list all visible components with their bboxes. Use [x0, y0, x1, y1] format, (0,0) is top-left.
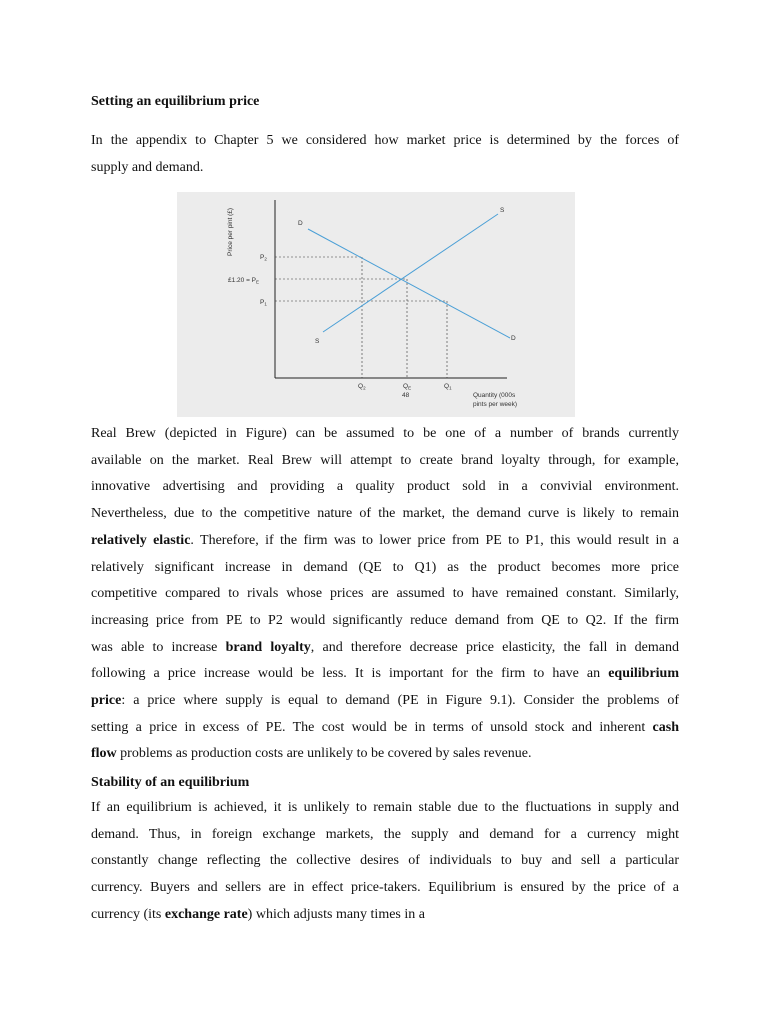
text-line: demand. Thus, in foreign exchange markets, the supply and demand for a currency might [91, 826, 679, 842]
p1-label: $P_1$ [260, 299, 267, 307]
text-line: available on the market. Real Brew will attempt to create brand loyalty through, for example, [91, 452, 679, 468]
term-flow: flow [91, 746, 117, 762]
term-relatively-elastic: relatively elastic [91, 532, 191, 548]
text-line: flow problems as production costs are unlikely to be covered by sales revenue. [91, 746, 532, 762]
text-line: setting a price in excess of PE. The cost would be in terms of unsold stock and inherent cash [91, 719, 679, 735]
supply-label-top: S [500, 207, 505, 214]
text-line: price: a price where supply is equal to demand (PE in Figure 9.1). Consider the problems of [91, 693, 679, 709]
supply-curve [323, 214, 498, 332]
guide-lines [275, 257, 447, 378]
term-equilibrium: equilibrium [608, 666, 679, 682]
supply-label-bottom: S [315, 338, 320, 345]
text-line: competitive compared to rivals whose prices are assumed to have remained constant. Similarly, [91, 586, 679, 602]
supply-demand-figure [177, 192, 575, 417]
demand-label-top: D [298, 220, 303, 227]
intro-line: supply and demand. [91, 159, 204, 175]
p2-label: $P_2$ [260, 254, 267, 262]
qe-value: 48 [402, 392, 410, 399]
body-paragraph-real-brew [91, 421, 679, 768]
text-line: innovative advertising and providing a quality product sold in a convivial environment. [91, 479, 679, 495]
term-brand-loyalty: brand loyalty [225, 639, 311, 655]
q2-label: $Q_2$ [358, 383, 366, 391]
demand-label-bottom: D [511, 335, 516, 342]
text-line: Real Brew (depicted in Figure) can be assumed to be one of a number of brands currently [91, 426, 679, 441]
term-price: price [91, 693, 122, 709]
text-line: currency (its exchange rate) which adjusts many times in a [91, 906, 425, 922]
intro-paragraph [91, 128, 679, 181]
text-line: Nevertheless, due to the competitive nature of the market, the demand curve is likely to remain [91, 506, 679, 522]
pe-label: £1.20 = $P_E$ [228, 277, 260, 285]
intro-line: In the appendix to Chapter 5 we considered how market price is determined by the forces of [91, 133, 679, 148]
y-axis-label: Price per pint (£) [227, 207, 234, 256]
term-cash: cash [652, 719, 679, 735]
section-heading: Setting an equilibrium price [91, 94, 260, 109]
text-line: increasing price from PE to P2 would significantly reduce demand from QE to Q2. If the firm [91, 612, 679, 628]
supply-demand-svg [177, 192, 575, 417]
x-axis-label-line2: pints per week) [473, 401, 518, 408]
body-paragraph-stability [91, 795, 679, 929]
term-exchange-rate: exchange rate [164, 906, 248, 922]
qe-label: $Q_E$ [403, 383, 412, 391]
text-line: following a price increase would be less. It is important for the firm to have an equilibrium [91, 666, 679, 682]
text-line: was able to increase brand loyalty, and therefore decrease price elasticity, the fall in demand [91, 639, 679, 655]
text-line: If an equilibrium is achieved, it is unlikely to remain stable due to the fluctuations in supply and [91, 800, 679, 815]
text-line: relatively significant increase in demand (QE to Q1) as the product becomes more price [91, 559, 679, 575]
q1-label: $Q_1$ [444, 383, 452, 391]
section-heading-stability: Stability of an equilibrium [91, 775, 250, 790]
text-line: currency. Buyers and sellers are in effect price-takers. Equilibrium is ensured by the price of a [91, 880, 679, 896]
text-line: constantly change reflecting the collective desires of individuals to buy and sell a particular [91, 853, 679, 869]
text-line: relatively elastic. Therefore, if the firm was to lower price from PE to P1, this would result in a [91, 532, 679, 548]
x-axis-label-line1: Quantity (000s [473, 392, 516, 399]
